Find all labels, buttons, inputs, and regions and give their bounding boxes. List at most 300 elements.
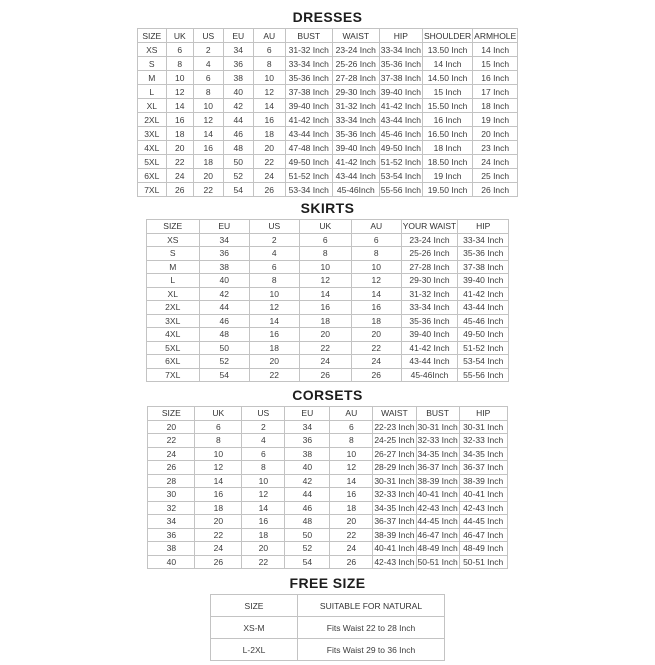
table-cell: 27-28 Inch bbox=[332, 71, 379, 85]
table-cell: 4 bbox=[249, 247, 299, 261]
table-cell: 16 bbox=[249, 328, 299, 342]
table-cell: 20 bbox=[148, 420, 195, 434]
section-skirts bbox=[0, 200, 655, 382]
table-cell: 24 bbox=[195, 542, 242, 556]
table-row bbox=[211, 639, 445, 661]
table-cell: 24 bbox=[299, 355, 351, 369]
table-cell: 2XL bbox=[146, 301, 199, 315]
table-cell: 4 bbox=[193, 57, 223, 71]
table-cell: S bbox=[137, 57, 166, 71]
table-row bbox=[148, 434, 507, 448]
table-cell: 15 Inch bbox=[473, 57, 518, 71]
table-cell: 38-39 Inch bbox=[459, 474, 507, 488]
table-row bbox=[137, 183, 517, 197]
table-cell: 12 bbox=[195, 461, 242, 475]
table-cell: 18 bbox=[249, 341, 299, 355]
table-cell: 15.50 Inch bbox=[422, 99, 472, 113]
header-row bbox=[148, 407, 507, 421]
table-cell: 42-43 Inch bbox=[417, 502, 458, 513]
table-cell: 10 bbox=[299, 260, 351, 274]
table-cell: 19 Inch bbox=[473, 113, 518, 127]
table-cell: 41-42 Inch bbox=[332, 155, 379, 169]
table-cell: 8 bbox=[351, 247, 401, 261]
table-cell: 6 bbox=[249, 260, 299, 274]
column-header: SUITABLE FOR NATURAL bbox=[298, 595, 445, 617]
table-cell: 24 bbox=[148, 447, 195, 461]
table-cell: 43-44 Inch bbox=[380, 114, 421, 125]
table-cell: 18 Inch bbox=[473, 99, 518, 113]
table-row bbox=[137, 43, 517, 57]
table-cell: L-2XL bbox=[211, 639, 298, 661]
table-cell: 20 bbox=[195, 515, 242, 529]
column-header: UK bbox=[166, 29, 193, 43]
table-row bbox=[148, 420, 507, 434]
header-row bbox=[146, 220, 509, 234]
table-cell: 22-23 Inch bbox=[374, 421, 415, 432]
table-cell: 6 bbox=[299, 233, 351, 247]
column-header: SHOULDER bbox=[423, 30, 472, 41]
table-cell: 42-43 Inch bbox=[374, 556, 415, 567]
table-cell: 41-42 Inch bbox=[380, 100, 421, 111]
table-cell: 14 bbox=[330, 474, 373, 488]
table-cell: 6 bbox=[195, 420, 242, 434]
table-cell: 46 bbox=[285, 501, 330, 515]
table-cell: 12 bbox=[249, 301, 299, 315]
table-cell: 44 bbox=[285, 488, 330, 502]
column-header: HIP bbox=[379, 29, 422, 43]
table-cell: 45-46Inch bbox=[401, 368, 458, 382]
table-cell: 49-50 Inch bbox=[380, 142, 421, 153]
table-cell: 37-38 Inch bbox=[458, 260, 509, 274]
table-cell: 39-40 Inch bbox=[401, 328, 458, 342]
table-cell: 44 bbox=[223, 113, 253, 127]
table-cell: 34-35 Inch bbox=[417, 448, 458, 459]
table-cell: 25 Inch bbox=[473, 169, 518, 183]
table-cell: 43-44 Inch bbox=[285, 127, 332, 141]
corsets-title: CORSETS bbox=[292, 387, 363, 403]
table-cell: 35-36 Inch bbox=[285, 71, 332, 85]
table-cell: 48-49 Inch bbox=[459, 542, 507, 556]
table-cell: 16 bbox=[195, 488, 242, 502]
table-cell: 40-41 Inch bbox=[459, 488, 507, 502]
free-size-table bbox=[210, 594, 445, 661]
table-cell: 34 bbox=[285, 420, 330, 434]
table-cell: 44-45 Inch bbox=[417, 516, 458, 527]
table-cell: 53-34 Inch bbox=[285, 183, 332, 197]
table-cell: 2XL bbox=[137, 113, 166, 127]
table-cell: 8 bbox=[242, 461, 285, 475]
table-cell: Fits Waist 22 to 28 Inch bbox=[298, 617, 445, 639]
table-row bbox=[148, 447, 507, 461]
table-cell: 10 bbox=[242, 474, 285, 488]
table-cell: 55-56 Inch bbox=[458, 368, 509, 382]
table-cell: 41-42 Inch bbox=[285, 113, 332, 127]
section-free-size bbox=[0, 575, 655, 661]
table-cell: 5XL bbox=[146, 341, 199, 355]
table-cell: 36 bbox=[285, 434, 330, 448]
table-cell: 26 bbox=[195, 555, 242, 569]
column-header: UK bbox=[299, 220, 351, 234]
table-cell: 36 bbox=[223, 57, 253, 71]
table-cell: 32-33 Inch bbox=[459, 434, 507, 448]
table-cell: 6 bbox=[253, 43, 285, 57]
table-cell: 16 bbox=[253, 113, 285, 127]
table-cell: 28-29 Inch bbox=[374, 462, 415, 473]
table-row bbox=[148, 542, 507, 556]
table-cell: 10 bbox=[249, 287, 299, 301]
column-header: US bbox=[193, 29, 223, 43]
table-row bbox=[146, 355, 509, 369]
table-cell: 22 bbox=[148, 434, 195, 448]
table-cell: 20 bbox=[351, 328, 401, 342]
table-row bbox=[137, 141, 517, 155]
table-cell: 40-41 Inch bbox=[417, 489, 458, 500]
table-cell: 30 bbox=[148, 488, 195, 502]
table-cell: 8 bbox=[195, 434, 242, 448]
column-header: BUST bbox=[416, 407, 459, 421]
table-row bbox=[137, 169, 517, 183]
table-cell: 35-36 Inch bbox=[458, 247, 509, 261]
table-cell: 6XL bbox=[146, 355, 199, 369]
column-header: EU bbox=[285, 407, 330, 421]
table-cell: 22 bbox=[249, 368, 299, 382]
table-cell: 43-44 Inch bbox=[458, 301, 509, 315]
table-cell: 14 Inch bbox=[473, 43, 518, 57]
table-cell: 2 bbox=[249, 233, 299, 247]
table-cell: 44 bbox=[199, 301, 249, 315]
table-cell: 31-32 Inch bbox=[332, 99, 379, 113]
table-cell: 54 bbox=[223, 183, 253, 197]
dresses-title: DRESSES bbox=[292, 9, 363, 25]
table-row bbox=[148, 488, 507, 502]
table-cell: 32-33 Inch bbox=[417, 435, 458, 446]
table-cell: 10 bbox=[166, 71, 193, 85]
table-row bbox=[146, 287, 509, 301]
table-cell: 53-54 Inch bbox=[458, 355, 509, 369]
table-cell: 43-44 Inch bbox=[332, 169, 379, 183]
table-cell: 22 bbox=[299, 341, 351, 355]
table-cell: 20 bbox=[242, 542, 285, 556]
column-header: UK bbox=[195, 407, 242, 421]
table-cell: 35-36 Inch bbox=[380, 58, 421, 69]
table-cell: 41-42 Inch bbox=[458, 287, 509, 301]
table-row bbox=[146, 341, 509, 355]
table-cell: 14 bbox=[253, 99, 285, 113]
header-row bbox=[211, 595, 445, 617]
table-cell: 16 Inch bbox=[473, 71, 518, 85]
table-cell: 23 Inch bbox=[473, 141, 518, 155]
table-cell: XS-M bbox=[211, 617, 298, 639]
column-header: SIZE bbox=[137, 29, 166, 43]
column-header: EU bbox=[199, 220, 249, 234]
table-cell: 18 Inch bbox=[422, 141, 472, 155]
table-cell: 8 bbox=[299, 247, 351, 261]
table-cell: 39-40 Inch bbox=[285, 99, 332, 113]
table-row bbox=[146, 247, 509, 261]
table-row bbox=[137, 113, 517, 127]
skirts-title: SKIRTS bbox=[300, 200, 355, 216]
free-size-title: FREE SIZE bbox=[289, 575, 366, 591]
table-row bbox=[146, 301, 509, 315]
table-cell: 14 Inch bbox=[422, 57, 472, 71]
table-cell: 16 bbox=[166, 113, 193, 127]
table-cell: 12 bbox=[242, 488, 285, 502]
column-header: SIZE bbox=[146, 220, 199, 234]
table-row bbox=[146, 314, 509, 328]
table-cell: 46 bbox=[223, 127, 253, 141]
table-cell: 26-27 Inch bbox=[374, 448, 415, 459]
table-cell: 8 bbox=[330, 434, 373, 448]
table-row bbox=[211, 617, 445, 639]
table-cell: 18 bbox=[242, 528, 285, 542]
table-cell: 14.50 Inch bbox=[422, 71, 472, 85]
table-cell: 50 bbox=[223, 155, 253, 169]
column-header: HIP bbox=[458, 220, 509, 234]
table-cell: 12 bbox=[193, 113, 223, 127]
table-cell: 42 bbox=[285, 474, 330, 488]
table-cell: 34-35 Inch bbox=[374, 502, 415, 513]
table-cell: 18 bbox=[195, 501, 242, 515]
table-cell: M bbox=[137, 71, 166, 85]
column-header: ARMHOLE bbox=[474, 30, 517, 41]
table-row bbox=[148, 528, 507, 542]
table-row bbox=[137, 99, 517, 113]
table-row bbox=[146, 260, 509, 274]
table-cell: 48-49 Inch bbox=[417, 543, 458, 554]
column-header: AU bbox=[330, 407, 373, 421]
table-cell: 55-56 Inch bbox=[380, 184, 421, 195]
table-cell: 24 bbox=[351, 355, 401, 369]
table-cell: 45-46 Inch bbox=[380, 128, 421, 139]
table-cell: 26 bbox=[351, 368, 401, 382]
corsets-size-table bbox=[147, 406, 507, 569]
table-cell: 16.50 Inch bbox=[422, 127, 472, 141]
table-cell: 51-52 Inch bbox=[285, 169, 332, 183]
table-cell: 8 bbox=[253, 57, 285, 71]
table-cell: 2 bbox=[193, 43, 223, 57]
table-cell: 49-50 Inch bbox=[285, 155, 332, 169]
table-cell: 16 bbox=[330, 488, 373, 502]
table-row bbox=[137, 155, 517, 169]
table-cell: 31-32 Inch bbox=[401, 287, 458, 301]
table-cell: 39-40 Inch bbox=[380, 86, 421, 97]
section-corsets bbox=[0, 387, 655, 569]
table-cell: 42 bbox=[199, 287, 249, 301]
table-cell: 6 bbox=[242, 447, 285, 461]
table-cell: 44-45 Inch bbox=[459, 515, 507, 529]
table-cell: XS bbox=[137, 43, 166, 57]
table-cell: 20 bbox=[253, 141, 285, 155]
table-cell: 50-51 Inch bbox=[459, 555, 507, 569]
table-cell: XL bbox=[146, 287, 199, 301]
table-cell: 50 bbox=[199, 341, 249, 355]
table-cell: 33-34 Inch bbox=[285, 57, 332, 71]
table-cell: 33-34 Inch bbox=[332, 113, 379, 127]
table-cell: 15 Inch bbox=[422, 85, 472, 99]
column-header: WAIST bbox=[373, 407, 416, 421]
table-row bbox=[146, 328, 509, 342]
header-row bbox=[137, 29, 517, 43]
table-row bbox=[148, 474, 507, 488]
column-header: SIZE bbox=[211, 595, 298, 617]
table-cell: 38-39 Inch bbox=[374, 529, 415, 540]
table-cell: 20 bbox=[166, 141, 193, 155]
table-cell: 29-30 Inch bbox=[401, 274, 458, 288]
table-cell: 31-32 Inch bbox=[285, 43, 332, 57]
table-cell: 10 bbox=[253, 71, 285, 85]
table-cell: 51-52 Inch bbox=[458, 341, 509, 355]
table-cell: 2 bbox=[242, 420, 285, 434]
table-row bbox=[146, 233, 509, 247]
table-cell: 5XL bbox=[137, 155, 166, 169]
table-cell: 39-40 Inch bbox=[458, 274, 509, 288]
table-cell: 23-24 Inch bbox=[332, 43, 379, 57]
table-cell: 36-37 Inch bbox=[417, 462, 458, 473]
table-cell: 33-34 Inch bbox=[458, 233, 509, 247]
table-cell: L bbox=[146, 274, 199, 288]
column-header: YOUR WAIST bbox=[402, 221, 457, 232]
table-cell: 26 bbox=[166, 183, 193, 197]
table-cell: 36-37 Inch bbox=[374, 516, 415, 527]
table-cell: 6 bbox=[351, 233, 401, 247]
table-cell: XS bbox=[146, 233, 199, 247]
table-cell: 42 bbox=[223, 99, 253, 113]
table-cell: 24 bbox=[166, 169, 193, 183]
table-cell: 38 bbox=[285, 447, 330, 461]
table-cell: 18 bbox=[330, 501, 373, 515]
table-cell: 54 bbox=[199, 368, 249, 382]
table-cell: 25-26 Inch bbox=[332, 57, 379, 71]
table-cell: 14 bbox=[242, 501, 285, 515]
table-cell: 6 bbox=[193, 71, 223, 85]
table-cell: 24-25 Inch bbox=[374, 435, 415, 446]
table-cell: 34 bbox=[199, 233, 249, 247]
skirts-size-table bbox=[146, 219, 510, 382]
table-cell: 43-44 Inch bbox=[401, 355, 458, 369]
table-cell: 20 Inch bbox=[473, 127, 518, 141]
table-cell: 45-46 Inch bbox=[458, 314, 509, 328]
table-cell: 33-34 Inch bbox=[380, 44, 421, 55]
table-row bbox=[148, 555, 507, 569]
table-cell: 40-41 Inch bbox=[374, 543, 415, 554]
table-cell: 19.50 Inch bbox=[422, 183, 472, 197]
table-cell: 25-26 Inch bbox=[401, 247, 458, 261]
table-cell: 24 bbox=[253, 169, 285, 183]
table-cell: Fits Waist 29 to 36 Inch bbox=[298, 639, 445, 661]
table-cell: 20 bbox=[330, 515, 373, 529]
table-cell: 17 Inch bbox=[473, 85, 518, 99]
table-row bbox=[137, 85, 517, 99]
table-cell: 23-24 Inch bbox=[401, 233, 458, 247]
table-cell: 40 bbox=[223, 85, 253, 99]
table-cell: 19 Inch bbox=[422, 169, 472, 183]
table-cell: 35-36 Inch bbox=[332, 127, 379, 141]
table-cell: 35-36 Inch bbox=[401, 314, 458, 328]
table-cell: 22 bbox=[253, 155, 285, 169]
table-cell: 22 bbox=[166, 155, 193, 169]
table-cell: 4 bbox=[242, 434, 285, 448]
table-cell: 16 bbox=[351, 301, 401, 315]
table-row bbox=[137, 71, 517, 85]
table-cell: 51-52 Inch bbox=[380, 156, 421, 167]
table-row bbox=[137, 127, 517, 141]
table-cell: 36-37 Inch bbox=[459, 461, 507, 475]
table-cell: 34 bbox=[223, 43, 253, 57]
table-cell: 37-38 Inch bbox=[285, 85, 332, 99]
table-cell: 22 bbox=[351, 341, 401, 355]
table-cell: 52 bbox=[199, 355, 249, 369]
table-cell: 18 bbox=[253, 127, 285, 141]
column-header: HIP bbox=[459, 407, 507, 421]
table-cell: 33-34 Inch bbox=[401, 301, 458, 315]
table-cell: 14 bbox=[351, 287, 401, 301]
table-cell: 38-39 Inch bbox=[417, 475, 458, 486]
table-cell: 16 bbox=[193, 141, 223, 155]
table-cell: 7XL bbox=[146, 368, 199, 382]
table-cell: S bbox=[146, 247, 199, 261]
table-cell: 14 bbox=[166, 99, 193, 113]
table-cell: 24 bbox=[330, 542, 373, 556]
table-cell: 20 bbox=[299, 328, 351, 342]
table-cell: 14 bbox=[193, 127, 223, 141]
table-cell: 45-46Inch bbox=[332, 183, 379, 197]
table-cell: 26 Inch bbox=[473, 183, 518, 197]
table-cell: 12 bbox=[299, 274, 351, 288]
table-row bbox=[148, 461, 507, 475]
table-cell: 4XL bbox=[137, 141, 166, 155]
table-cell: XL bbox=[137, 99, 166, 113]
table-cell: 12 bbox=[166, 85, 193, 99]
table-cell: 34 bbox=[148, 515, 195, 529]
table-cell: 46 bbox=[199, 314, 249, 328]
table-cell: 13.50 Inch bbox=[422, 43, 472, 57]
table-cell: 10 bbox=[193, 99, 223, 113]
table-cell: 18 bbox=[299, 314, 351, 328]
table-cell: 40 bbox=[199, 274, 249, 288]
table-cell: 48 bbox=[199, 328, 249, 342]
table-cell: 3XL bbox=[137, 127, 166, 141]
table-cell: 22 bbox=[193, 183, 223, 197]
table-cell: 48 bbox=[285, 515, 330, 529]
table-cell: 36 bbox=[148, 528, 195, 542]
table-cell: 16 bbox=[242, 515, 285, 529]
column-header: WAIST bbox=[332, 29, 379, 43]
table-cell: 12 bbox=[330, 461, 373, 475]
column-header: EU bbox=[223, 29, 253, 43]
column-header: AU bbox=[253, 29, 285, 43]
column-header: SIZE bbox=[148, 407, 195, 421]
table-cell: 7XL bbox=[137, 183, 166, 197]
table-cell: 38 bbox=[199, 260, 249, 274]
table-cell: 18 bbox=[193, 155, 223, 169]
table-cell: 42-43 Inch bbox=[459, 501, 507, 515]
table-cell: 32 bbox=[148, 501, 195, 515]
table-row bbox=[148, 515, 507, 529]
table-cell: 16 Inch bbox=[422, 113, 472, 127]
table-cell: 46-47 Inch bbox=[459, 528, 507, 542]
table-cell: 18 bbox=[351, 314, 401, 328]
dresses-size-table bbox=[137, 28, 518, 197]
table-cell: 14 bbox=[299, 287, 351, 301]
table-cell: 16 bbox=[299, 301, 351, 315]
table-cell: M bbox=[146, 260, 199, 274]
table-cell: 26 bbox=[148, 461, 195, 475]
table-cell: 26 bbox=[253, 183, 285, 197]
table-cell: 8 bbox=[193, 85, 223, 99]
table-cell: L bbox=[137, 85, 166, 99]
section-dresses bbox=[0, 9, 655, 197]
table-cell: 6XL bbox=[137, 169, 166, 183]
